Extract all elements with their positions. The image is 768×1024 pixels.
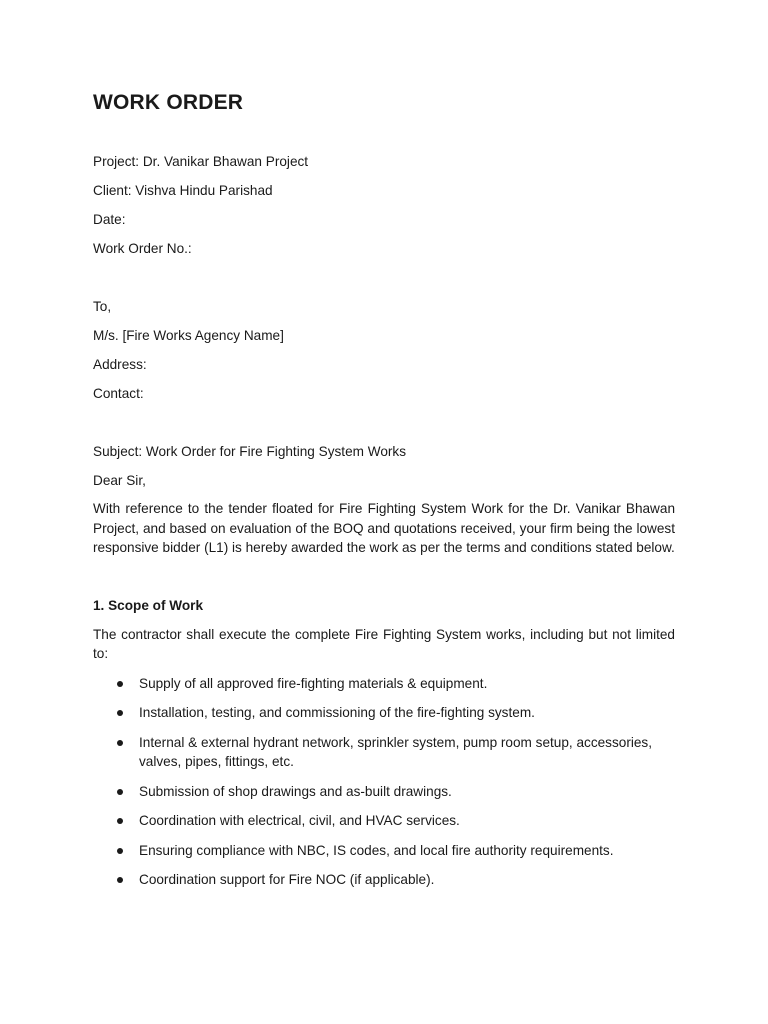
bullet-icon — [117, 789, 123, 795]
recipient-address: Address: — [93, 357, 147, 372]
list-item-text: Ensuring compliance with NBC, IS codes, and local fire authority requirements. — [139, 842, 614, 858]
document-body — [93, 88, 675, 890]
recipient-contact: Contact: — [93, 386, 144, 401]
list-item — [93, 674, 675, 694]
list-item-text: Installation, testing, and commissioning of the fire-fighting system. — [139, 705, 535, 720]
list-item — [93, 841, 675, 861]
recipient-block — [93, 297, 675, 403]
list-item — [93, 733, 675, 772]
list-item-text: Submission of shop drawings and as-built drawings. — [139, 783, 452, 799]
date-field: Date: — [93, 212, 126, 227]
list-item — [93, 782, 675, 802]
list-item-text: Coordination support for Fire NOC (if applicable). — [139, 872, 435, 887]
list-item — [93, 870, 675, 890]
document-title: WORK ORDER — [93, 91, 244, 114]
work-order-number-field: Work Order No.: — [93, 241, 192, 256]
salutation: Dear Sir, — [93, 473, 146, 488]
client-field: Client: Vishva Hindu Parishad — [93, 183, 273, 198]
bullet-icon — [117, 818, 123, 824]
list-item — [93, 811, 675, 831]
project-field: Project: Dr. Vanikar Bhawan Project — [93, 154, 309, 169]
bullet-icon — [117, 848, 123, 854]
bullet-icon — [117, 740, 123, 746]
bullet-icon — [117, 710, 123, 716]
bullet-icon — [117, 681, 123, 687]
recipient-to: To, — [93, 299, 112, 314]
header-fields — [93, 152, 675, 258]
subject-line: Subject: Work Order for Fire Fighting System Works — [93, 444, 406, 459]
scope-list — [93, 674, 675, 890]
list-item — [93, 703, 675, 723]
intro-paragraph: With reference to the tender floated for Fire Fighting System Work for the Dr. Vanikar Bhawan Project, and based on evaluation of the BOQ and quotations received, your firm being the lowest responsive bidder (L1) is hereby awarded the work as per the terms and conditions stated below. — [93, 501, 675, 555]
list-item-text: Supply of all approved fire-fighting materials & equipment. — [139, 675, 488, 691]
list-item-text: Internal & external hydrant network, sprinkler system, pump room setup, accessories, valves, pipes, fittings, etc. — [139, 734, 653, 769]
bullet-icon — [117, 877, 123, 883]
section-heading-scope: 1. Scope of Work — [93, 597, 204, 613]
recipient-name: M/s. [Fire Works Agency Name] — [93, 328, 284, 343]
list-item-text: Coordination with electrical, civil, and HVAC services. — [139, 813, 460, 828]
scope-lead-paragraph: The contractor shall execute the complete Fire Fighting System works, including but not limited to: — [93, 626, 675, 661]
